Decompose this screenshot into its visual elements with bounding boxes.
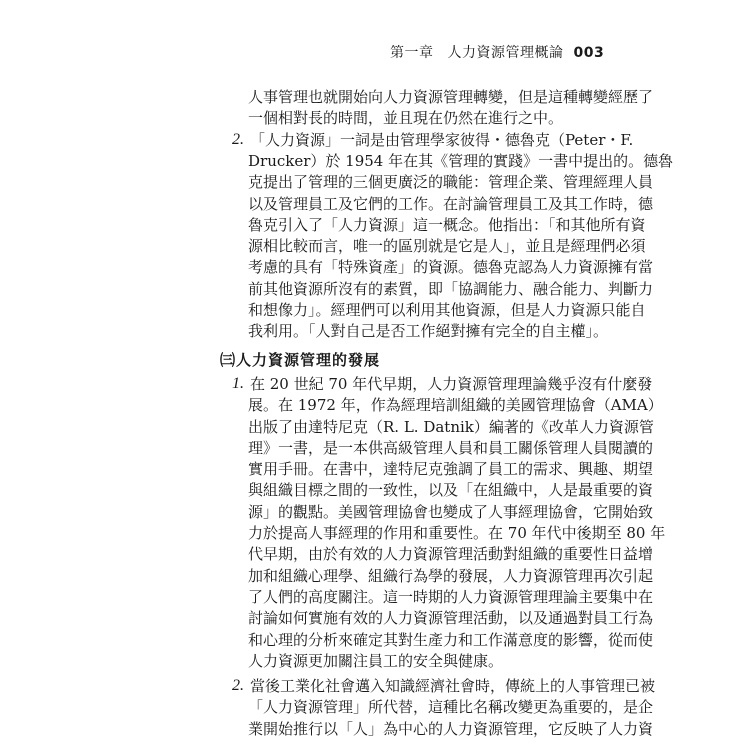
text-line: 了人們的高度關注。這一時期的人力資源管理理論主要集中在 (248, 587, 654, 606)
text-line: 力於提高人事經理的作用和重要性。在 70 年代中後期至 80 年 (248, 524, 666, 542)
text-line: 克提出了管理的三個更廣泛的職能：管理企業、管理經理人員 (248, 173, 654, 192)
text-line: 展。在 1972 年，作為經理培訓組織的美國管理協會（AMA） (248, 396, 663, 415)
text-line: 考慮的具有「特殊資產」的資源。德魯克認為人力資源擁有當 (248, 258, 654, 277)
section-heading: ㈢人力資源管理的發展 (220, 350, 381, 369)
text-line: 討論如何實施有效的人力資源管理活動，以及通過對員工行為 (248, 609, 654, 628)
chapter-label: 第一章 (390, 45, 434, 61)
text-line: 源」的觀點。美國管理協會也變成了人事經理協會，它開始致 (248, 502, 654, 521)
text-line: 魯克引入了「人力資源」這一概念。他指出：「和其他所有資 (248, 215, 646, 234)
text-line: 前其他資源所沒有的素質，即「協調能力、融合能力、判斷力 (248, 279, 654, 298)
text-line: 代早期，由於有效的人力資源管理活動對組織的重要性日益增 (248, 545, 654, 564)
text-line: 「人力資源管理」所代替，這種比名稱改變更為重要的，是企 (248, 698, 654, 717)
text-line: 一個相對長的時間，並且現在仍然在進行之中。 (248, 109, 564, 128)
text-line: 人事管理也就開始向人力資源管理轉變，但是這種轉變經歷了 (248, 88, 654, 106)
text-line: 人力資源更加關注員工的安全與健康。 (248, 651, 504, 670)
text-line: 「人力資源」一詞是由管理學家彼得・德魯克（Peter・F. (250, 130, 634, 149)
text-line: Drucker）於 1954 年在其《管理的實踐》一書中提出的。德魯 (248, 151, 674, 170)
running-header (390, 42, 604, 62)
text-line: 實用手冊。在書中，達特尼克強調了員工的需求、興趣、期望 (248, 460, 654, 479)
page-number: 003 (573, 45, 605, 61)
text-line: 業開始推行以「人」為中心的人力資源管理，它反映了人力資 (248, 719, 654, 738)
text-line: 理》一書，是一本供高級管理人員和員工關係管理人員閱讀的 (248, 438, 654, 457)
list-item-number: 1. (232, 374, 244, 392)
text-line: 和心理的分析來確定其對生產力和工作滿意度的影響，從而使 (248, 630, 654, 649)
list-item-number: 2. (232, 130, 244, 148)
text-line: 源相比較而言，唯一的區別就是它是人」，並且是經理們必須 (248, 237, 646, 256)
chapter-title: 人力資源管理概論 (447, 45, 564, 61)
list-item-number: 2. (232, 677, 244, 695)
text-line: 和想像力」。經理們可以利用其他資源，但是人力資源只能自 (248, 301, 646, 319)
text-line: 加和組織心理學、組織行為學的發展，人力資源管理再次引起 (248, 566, 654, 585)
text-line: 當後工業化社會邁入知識經濟社會時，傳統上的人事管理已被 (250, 677, 656, 696)
text-line: 我利用。「人對自己是否工作絕對擁有完全的自主權」。 (248, 322, 609, 341)
text-line: 以及管理員工及它們的工作。在討論管理員工及其工作時，德 (248, 194, 654, 213)
text-line: 在 20 世紀 70 年代早期，人力資源管理理論幾乎沒有什麼發 (250, 374, 653, 393)
text-line: 與組織目標之間的一致性，以及「在組織中，人是最重要的資 (248, 481, 654, 500)
text-line: 出版了由達特尼克（R. L. Datnik）編著的《改革人力資源管 (248, 417, 654, 436)
